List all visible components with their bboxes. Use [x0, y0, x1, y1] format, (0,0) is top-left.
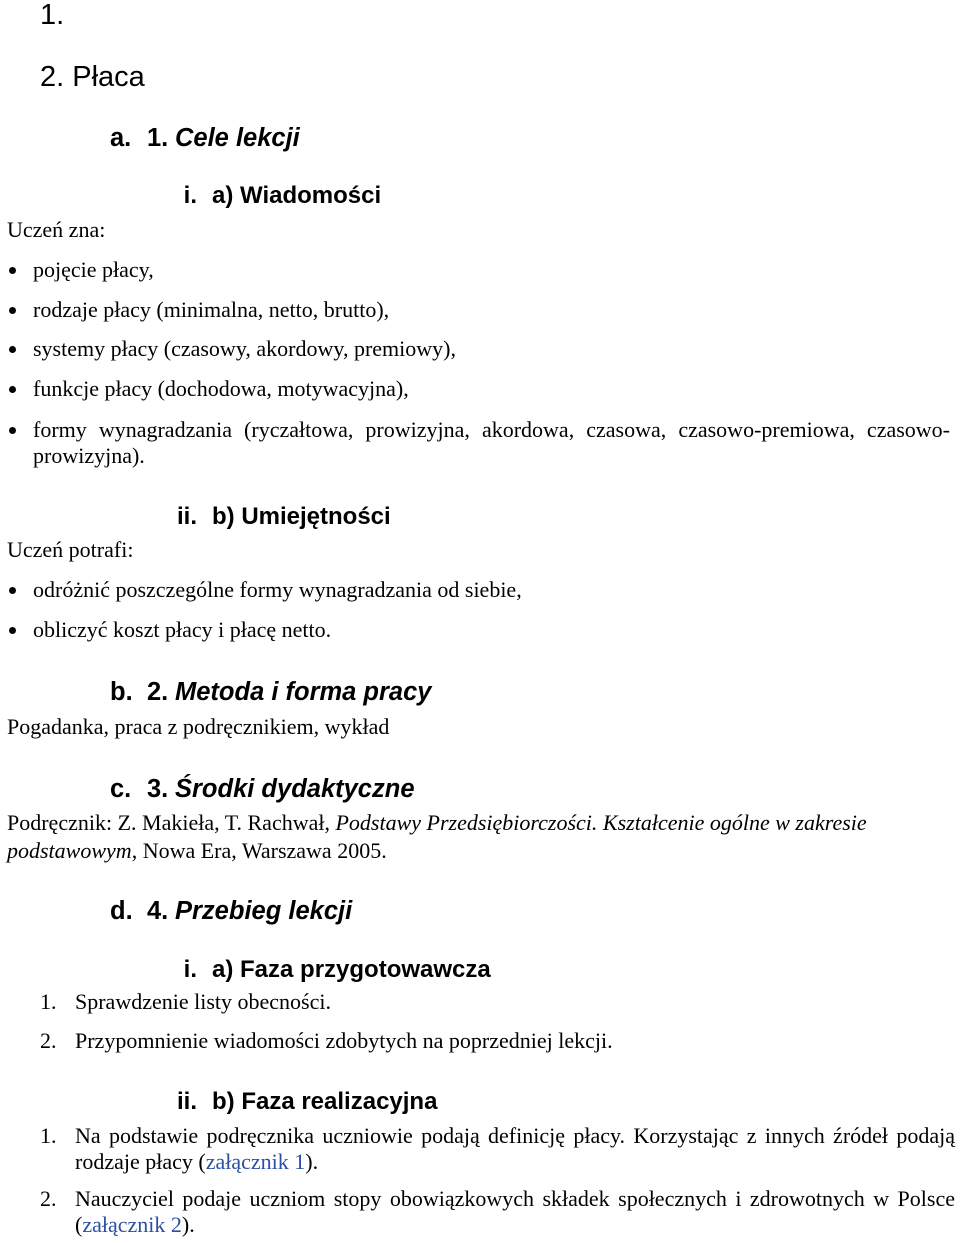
section-d-letter: d.: [110, 897, 133, 925]
item-text: Przypomnienie wiadomości zdobytych na poprzedniej lekcji.: [75, 1028, 613, 1053]
section-d-number: 4.: [147, 897, 169, 925]
section-a-title: Cele lekcji: [175, 124, 300, 152]
bullet-icon: [9, 627, 16, 634]
list-item-text: rodzaje płacy (minimalna, netto, brutto),: [33, 297, 390, 322]
reference-title: Podstawy Przedsiębiorczości. Kształcenie ogólne w zakresie podstawowym: [7, 810, 867, 863]
phase-b-label: b) Faza realizacyjna: [212, 1088, 438, 1115]
list-item: [0, 617, 945, 643]
list-item-text: formy wynagradzania (ryczałtowa, prowizyjna, akordowa, czasowa, czasowo-premiowa, czasowo-prowizyjna).: [33, 417, 950, 468]
section-d-title: Przebieg lekcji: [175, 897, 353, 925]
heading-placa: 2. Płaca: [40, 61, 145, 93]
item-text: [75, 1123, 955, 1175]
attachment-1-link[interactable]: załącznik 1: [205, 1149, 306, 1174]
list-item-text: obliczyć koszt płacy i płacę netto.: [33, 617, 332, 642]
item-text-after: ).: [181, 1212, 195, 1237]
list-item: [0, 336, 945, 362]
numbered-item: [40, 1123, 955, 1175]
bullet-icon: [9, 386, 16, 393]
list-item-text: pojęcie płacy,: [33, 257, 154, 282]
item-text: Sprawdzenie listy obecności.: [75, 989, 331, 1014]
reference-publisher: , Nowa Era, Warszawa 2005.: [131, 838, 387, 863]
bullet-icon: [9, 267, 16, 274]
can-intro: Uczeń potrafi:: [7, 537, 134, 562]
item-text-after: ).: [305, 1149, 319, 1174]
method-text: Pogadanka, praca z podręcznikiem, wykład: [7, 714, 390, 739]
list-item-text: systemy płacy (czasowy, akordowy, premiowy),: [33, 336, 456, 361]
section-c-number: 3.: [147, 775, 169, 803]
item-text-before: Na podstawie podręcznika uczniowie podają definicję płacy. Korzystając z innych źródeł podają rodzaje płacy (: [75, 1123, 955, 1174]
list-item-text: funkcje płacy (dochodowa, motywacyjna),: [33, 376, 409, 401]
section-b-number: 2.: [147, 678, 169, 706]
numbered-item: [40, 1186, 955, 1238]
bullet-icon: [9, 346, 16, 353]
list-item: [0, 577, 945, 603]
sub-a-label: a) Wiadomości: [212, 182, 382, 209]
bullet-icon: [9, 307, 16, 314]
section-c-letter: c.: [110, 775, 132, 803]
item-number: 1.: [40, 1123, 57, 1148]
list-item: [0, 297, 945, 323]
list-item-text: odróżnić poszczególne formy wynagradzania od siebie,: [33, 577, 522, 602]
phase-a-roman: i.: [183, 956, 197, 983]
section-b-title: Metoda i forma pracy: [175, 678, 432, 706]
section-a-number: 1.: [147, 124, 169, 152]
heading-level-1: 1.: [40, 0, 65, 31]
sub-b-label: b) Umiejętności: [212, 503, 391, 530]
phase-a-label: a) Faza przygotowawcza: [212, 956, 491, 983]
sub-b-roman: ii.: [176, 503, 197, 530]
section-a-letter: a.: [110, 124, 132, 152]
item-text: [75, 1186, 955, 1238]
knows-intro: Uczeń zna:: [7, 217, 106, 242]
list-item: [0, 257, 945, 283]
bullet-icon: [9, 587, 16, 594]
reference-authors: Podręcznik: Z. Makieła, T. Rachwał,: [7, 810, 336, 835]
list-item: [0, 417, 950, 469]
numbered-item: [40, 1028, 955, 1054]
section-b-letter: b.: [110, 678, 133, 706]
phase-b-roman: ii.: [176, 1088, 197, 1115]
attachment-2-link[interactable]: załącznik 2: [82, 1212, 182, 1237]
item-number: 1.: [40, 989, 57, 1014]
item-number: 2.: [40, 1028, 57, 1053]
sub-a-roman: i.: [183, 182, 197, 209]
numbered-item: [40, 989, 955, 1015]
item-number: 2.: [40, 1186, 57, 1211]
item-text-before: Nauczyciel podaje uczniom stopy obowiązkowych składek społecznych i zdrowotnych w Polsce (: [75, 1186, 955, 1237]
list-item: [0, 376, 945, 402]
bullet-icon: [9, 427, 16, 434]
section-c-title: Środki dydaktyczne: [175, 775, 415, 803]
textbook-reference: [7, 809, 937, 865]
